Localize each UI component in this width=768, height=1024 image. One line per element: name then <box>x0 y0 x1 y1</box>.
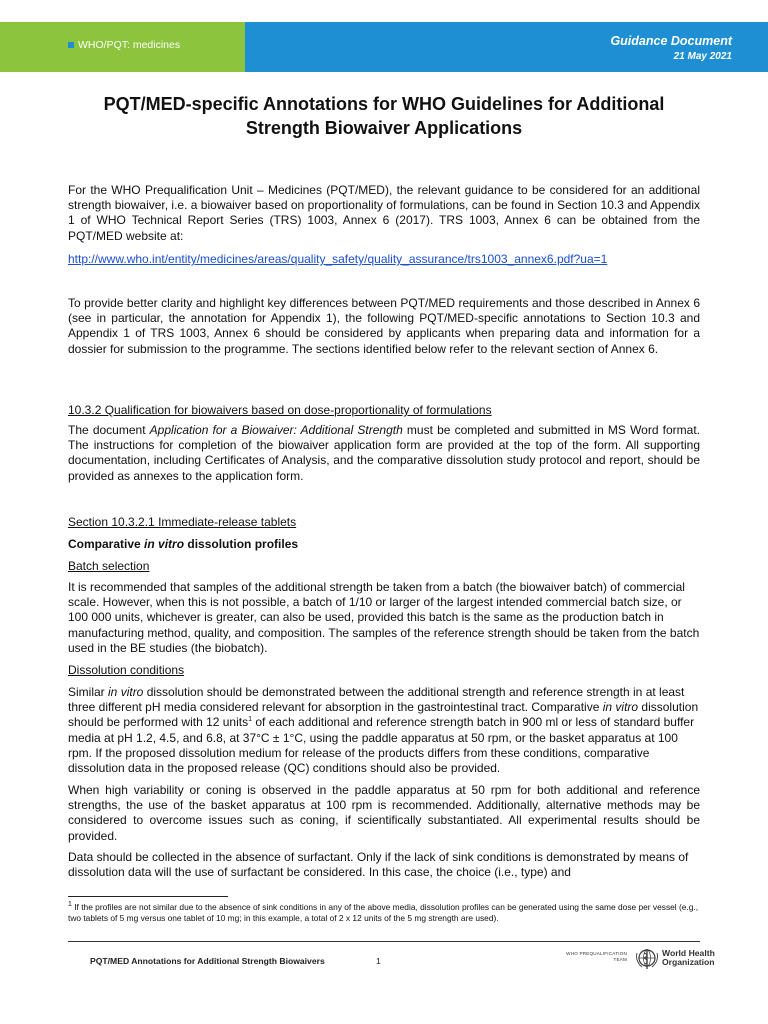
who-name: World Health Organization <box>662 948 715 967</box>
variability-paragraph: When high variability or coning is observed in the paddle apparatus at 50 rpm for both additional and reference strengths, the use of the basket apparatus at 100 rpm is recommended. Additionally, alternative methods may be considered to overcome issues such as coning, if scientifically substantiated. All experimental results should be provided. <box>68 783 700 843</box>
footer-divider <box>68 941 700 942</box>
intro-paragraph-2: To provide better clarity and highlight key differences between PQT/MED requirements and those described in Annex 6 (see in particular, the annotation for Appendix 1), the following PQT/MED-specific annotations to Section 10.3 and Appendix 1 of TRS 1003, Annex 6 should be considered by applicants when preparing data and information for a dossier for submission to the programme. The sections identified below refer to the relevant section of Annex 6. <box>68 296 700 356</box>
intro-paragraph-1: For the WHO Prequalification Unit – Medicines (PQT/MED), the relevant guidance to be considered for an additional strength biowaiver, i.e. a biowaiver based on proportionality of formulations, can be found in Section 10.3 and Appendix 1 of WHO Technical Report Series (TRS) 1003, Annex 6 (2017). TRS 1003, Annex 6 can be obtained from the PQT/MED website at: <box>68 183 700 243</box>
title-line-2: Strength Biowaiver Applications <box>245 118 523 138</box>
section-1032-paragraph: The document Application for a Biowaiver: Additional Strength must be completed and submitted in MS Word format. The instructions for completion of the biowaiver application form are provided at the top of the form. All supporting documentation, including Certificates of Analysis, and the comparative dissolution study protocol and report, should be provided as annexes to the application form. <box>68 423 701 483</box>
header-program-band <box>0 22 245 72</box>
dissolution-conditions-heading: Dissolution conditions <box>68 663 185 677</box>
comparative-dissolution-subheading: Comparative in vitro dissolution profiles <box>68 537 299 551</box>
page-number: 1 <box>376 956 381 966</box>
section-1032-heading-text: 10.3.2 Qualification for biowaivers based on dose-proportionality of formulations <box>68 403 492 417</box>
section-103221-heading-text: Section 10.3.2.1 Immediate-release tablets <box>68 515 297 529</box>
header-doc-band <box>245 22 768 72</box>
section-103221-heading <box>68 515 700 530</box>
batch-selection-paragraph: It is recommended that samples of the additional strength be taken from a batch (the biowaiver batch) of commercial scale. However, when this is not possible, a batch of 1/10 or larger of the largest intended commercial batch size, or 100 000 units, whichever is greater, can also be used, provided this batch is the same as the production batch in manufacturing method, quality, and composition. The samples of the reference strength should be taken from the batch used in the BE studies (the biobatch). <box>68 580 700 655</box>
annex-link[interactable] <box>68 252 700 267</box>
footer-title: PQT/MED Annotations for Additional Strength Biowaivers <box>90 956 325 966</box>
program-label: WHO/PQT: medicines <box>78 39 181 51</box>
document-title <box>40 92 728 140</box>
surfactant-paragraph: Data should be collected in the absence of surfactant. Only if the lack of sink conditions is demonstrated by means of dissolution data will the use of surfactant be considered. In this case, the choice (i.e., type) and <box>68 850 689 880</box>
footnote-ref[interactable]: 1 <box>248 716 253 724</box>
bullet-square-icon <box>68 42 74 48</box>
section-1032-heading <box>68 403 700 418</box>
title-line-1: PQT/MED-specific Annotations for WHO Guidelines for Additional <box>103 94 665 114</box>
footnote-divider <box>68 896 228 897</box>
application-form-title: Application for a Biowaiver: Additional Strength <box>149 423 403 437</box>
batch-selection-heading: Batch selection <box>68 559 150 573</box>
who-prequalification-logo: WHO PREQUALIFICATION TEAM <box>566 951 627 962</box>
dissolution-conditions-paragraph: Similar in vitro dissolution should be demonstrated between the additional strength and reference strength in at least three different pH media considered relevant for absorption in the gastrointestinal tract. Comparative in vitro dissolution should be performed with 12 units$^1$ of each additional and reference strength batch in 900 ml or less of standard buffer media at pH 1.2, 4.5, and 6.8, at 37°C ± 1°C, using the paddle apparatus at 50 rpm, or the basket apparatus at 100 rpm. If the proposed dissolution medium for release of the products differs from these conditions, comparative dissolution data in the proposed release (QC) conditions should also be provided. <box>68 685 699 776</box>
trs1003-annex6-link[interactable]: http://www.who.int/entity/medicines/areas/quality_safety/quality_assurance/trs1003_annex6.pdf?ua=1 <box>68 252 608 266</box>
doc-type: Guidance Document <box>610 34 732 48</box>
who-emblem-icon <box>634 947 660 971</box>
doc-date: 21 May 2021 <box>673 51 732 62</box>
footnote: $^1$ If the profiles are not similar due to the absence of sink conditions in any of the above media, dissolution profiles can be generated using the same dose per vessel (e.g., two tablets of 5 mg versus one tablet of 10 mg; in this example, a total of 2 x 12 units of the 5 mg strength are used). <box>68 901 699 923</box>
